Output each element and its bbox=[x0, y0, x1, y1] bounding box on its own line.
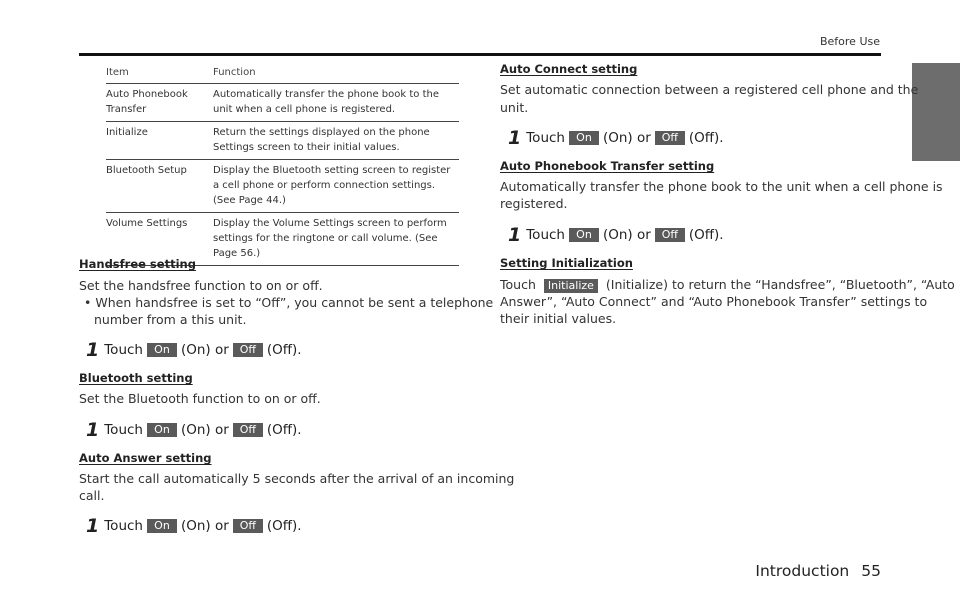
function-table bbox=[106, 64, 459, 266]
handsfree-body: Set the handsfree function to on or off. bbox=[79, 278, 323, 293]
auto-connect-step bbox=[508, 127, 724, 149]
table-header-row bbox=[106, 64, 459, 84]
auto-answer-body-line1: Start the call automatically 5 seconds after the arrival of an incoming bbox=[79, 471, 515, 486]
footer-chapter: Introduction bbox=[755, 562, 850, 580]
table-cell-function: Display the Volume Settings screen to perform settings for the ringtone or call volume. (See Page 56.) bbox=[213, 218, 447, 259]
table-cell-function: Automatically transfer the phone book to the unit when a cell phone is registered. bbox=[213, 89, 439, 115]
on-button[interactable]: On bbox=[147, 423, 177, 437]
step-off-text: (Off). bbox=[266, 518, 302, 534]
table-header-item: Item bbox=[106, 67, 129, 78]
table-row bbox=[106, 160, 459, 213]
table-row bbox=[106, 84, 459, 122]
table-cell-function: Return the settings displayed on the phone Settings screen to their initial values. bbox=[213, 127, 430, 153]
step-on-text: (On) or bbox=[180, 422, 229, 438]
step-on-text: (On) or bbox=[180, 518, 229, 534]
handsfree-step bbox=[86, 339, 302, 361]
step-number: 1 bbox=[508, 127, 522, 149]
step-on-text: (On) or bbox=[602, 227, 651, 243]
auto-phonebook-body-line1: Automatically transfer the phone book to the unit when a cell phone is bbox=[500, 179, 943, 194]
running-header: Before Use bbox=[819, 35, 880, 48]
handsfree-bullet-cont: number from a this unit. bbox=[94, 312, 247, 327]
bluetooth-body: Set the Bluetooth function to on or off. bbox=[79, 391, 321, 406]
step-touch-text: Touch bbox=[104, 422, 143, 438]
handsfree-heading: Handsfree setting bbox=[79, 257, 196, 271]
initialization-line1-text: (Initialize) to return the “Handsfree”, “Bluetooth”, “Auto bbox=[605, 277, 955, 292]
chapter-tab-marker bbox=[912, 63, 960, 161]
step-number: 1 bbox=[86, 515, 100, 537]
initialization-line2: Answer”, “Auto Connect” and “Auto Phonebook Transfer” settings to bbox=[500, 294, 928, 309]
table-cell-item: Initialize bbox=[106, 127, 148, 138]
step-off-text: (Off). bbox=[266, 422, 302, 438]
step-touch-text: Touch bbox=[526, 227, 565, 243]
off-button[interactable]: Off bbox=[233, 343, 263, 357]
bullet-dot: • bbox=[84, 295, 92, 310]
on-button[interactable]: On bbox=[147, 343, 177, 357]
header-rule bbox=[79, 53, 881, 56]
auto-phonebook-heading: Auto Phonebook Transfer setting bbox=[500, 159, 715, 173]
handsfree-bullet-text: When handsfree is set to “Off”, you cannot be sent a telephone bbox=[95, 295, 494, 310]
on-button[interactable]: On bbox=[147, 519, 177, 533]
bluetooth-heading: Bluetooth setting bbox=[79, 371, 193, 385]
auto-answer-heading: Auto Answer setting bbox=[79, 451, 212, 465]
step-off-text: (Off). bbox=[688, 227, 724, 243]
initialize-button[interactable]: Initialize bbox=[544, 279, 598, 293]
page-footer bbox=[755, 562, 881, 580]
off-button[interactable]: Off bbox=[655, 228, 685, 242]
table-cell-item: Bluetooth Setup bbox=[106, 165, 187, 176]
table-cell-item: Auto Phonebook Transfer bbox=[106, 89, 188, 115]
step-number: 1 bbox=[86, 419, 100, 441]
auto-answer-body-line2: call. bbox=[79, 488, 105, 503]
off-button[interactable]: Off bbox=[233, 423, 263, 437]
table-row bbox=[106, 122, 459, 160]
step-off-text: (Off). bbox=[266, 342, 302, 358]
auto-connect-heading: Auto Connect setting bbox=[500, 62, 638, 76]
step-number: 1 bbox=[86, 339, 100, 361]
on-button[interactable]: On bbox=[569, 131, 599, 145]
auto-connect-body-line2: unit. bbox=[500, 100, 529, 115]
off-button[interactable]: Off bbox=[655, 131, 685, 145]
on-button[interactable]: On bbox=[569, 228, 599, 242]
page-number: 55 bbox=[861, 562, 881, 580]
auto-phonebook-body-line2: registered. bbox=[500, 196, 568, 211]
step-touch-text: Touch bbox=[526, 130, 565, 146]
table-header-function: Function bbox=[213, 67, 256, 78]
auto-phonebook-step bbox=[508, 224, 724, 246]
off-button[interactable]: Off bbox=[233, 519, 263, 533]
table-cell-function: Display the Bluetooth setting screen to register a cell phone or perform connection settings. (See Page 44.) bbox=[213, 165, 451, 206]
initialization-touch-text: Touch bbox=[500, 277, 536, 292]
auto-connect-body-line1: Set automatic connection between a registered cell phone and the bbox=[500, 82, 919, 97]
step-on-text: (On) or bbox=[602, 130, 651, 146]
auto-answer-step bbox=[86, 515, 302, 537]
step-touch-text: Touch bbox=[104, 518, 143, 534]
step-off-text: (Off). bbox=[688, 130, 724, 146]
step-on-text: (On) or bbox=[180, 342, 229, 358]
initialization-heading: Setting Initialization bbox=[500, 256, 633, 270]
table-cell-item: Volume Settings bbox=[106, 218, 188, 229]
bluetooth-step bbox=[86, 419, 302, 441]
step-number: 1 bbox=[508, 224, 522, 246]
initialization-line3: their initial values. bbox=[500, 311, 617, 326]
step-touch-text: Touch bbox=[104, 342, 143, 358]
